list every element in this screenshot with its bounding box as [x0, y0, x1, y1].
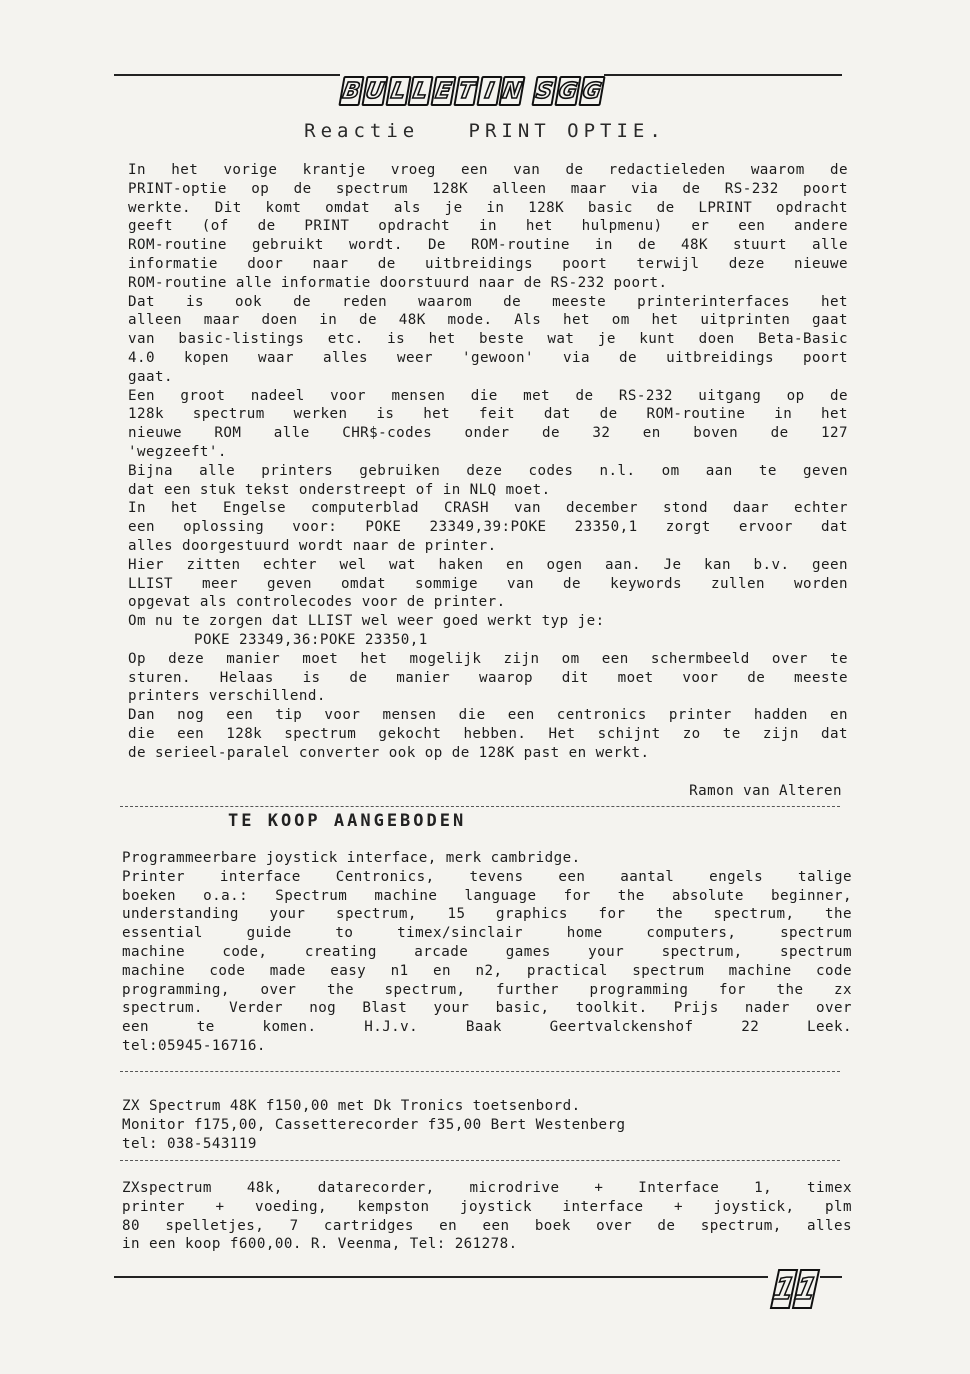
article-line: 'wegzeeft'. [128, 443, 227, 460]
article-line: die een 128k spectrum gekocht hebben. Het schijnt zo te zijn dat [128, 725, 848, 742]
article-line: ROM-routine gebruikt wordt. De ROM-routine in de 48K stuurt alle [128, 237, 848, 254]
ad-line: programming, over the spectrum, further programming for the zx [122, 981, 852, 998]
masthead-letter: G [554, 76, 581, 106]
masthead-letter: E [430, 76, 456, 106]
article-line: Hier zitten echter wel wat haken en ogen aan. Je kan b.v. geen [128, 556, 848, 573]
section-divider [120, 806, 840, 807]
ad-line: Printer interface Centronics, tevens een aantal engels talige [122, 868, 852, 885]
article-line: Dat is ook de reden waarom de meeste printerinterfaces het [128, 293, 848, 310]
ad-line: Monitor f175,00, Cassetterecorder f35,00 Bert Westenberg [122, 1116, 626, 1133]
ad-listing-2 [122, 1097, 852, 1153]
article-line: gaat. [128, 368, 173, 385]
article-line: opgevat als controlecodes voor de printer. [128, 594, 506, 611]
article-line: alleen maar doen in de 48K mode. Als het om het uitprinten gaat [128, 312, 848, 329]
article-line: dat een stuk tekst onderstreept of in NLQ moet. [128, 481, 551, 498]
masthead-letter: N [499, 76, 527, 106]
ad-line: in een koop f600,00. R. Veenma, Tel: 261278. [122, 1236, 518, 1253]
section-divider [120, 1071, 840, 1072]
ad-line: ZX Spectrum 48K f150,00 met Dk Tronics toetsenbord. [122, 1098, 581, 1114]
section-divider [120, 1160, 840, 1161]
ad-line: machine code made easy n1 en n2, practical spectrum machine code [122, 962, 852, 979]
article-signature: Ramon van Alteren [689, 783, 842, 799]
article-line: van basic-listings etc. is het beste wat je kunt doen Beta-Basic [128, 331, 848, 348]
article-line: een oplossing voor: POKE 23349,39:POKE 23350,1 zorgt ervoor dat [128, 519, 848, 536]
footer-rule-right [820, 1276, 842, 1278]
page-number-digit: 1 [770, 1269, 799, 1309]
article-line: In het vorige krantje vroeg een van de redactieleden waarom de [128, 162, 848, 178]
ad-line: printer + voeding, kempston joystick interface + joystick, plm [122, 1198, 852, 1215]
article-line: In het Engelse computerblad CRASH van december stond daar echter [128, 500, 848, 517]
masthead-letter: T [453, 76, 479, 106]
masthead-letter: U [361, 76, 388, 106]
ad-line: een te komen. H.J.v. Baak Geertvalckenshof 22 Leek. [122, 1019, 852, 1036]
ad-line: spectrum. Verder nog Blast your basic, toolkit. Prijs nader over [122, 1000, 852, 1017]
article-line: alles doorgestuurd wordt naar de printer. [128, 537, 497, 554]
article-title: Reactie PRINT OPTIE. [304, 120, 666, 142]
ad-listing-3 [122, 1179, 852, 1254]
article-line: nieuwe ROM alle CHR$-codes onder de 32 en boven de 127 [128, 425, 848, 442]
article-line: 4.0 kopen waar alles weer 'gewoon' via de uitbreidings poort [128, 349, 848, 366]
article-line: geeft (of de PRINT opdracht in het hulpmenu) er een andere [128, 218, 848, 235]
footer-rule-left [114, 1276, 768, 1278]
article-line: PRINT-optie op de spectrum 128K alleen maar via de RS-232 poort [128, 180, 848, 197]
article-line: de serieel-paralel converter ook op de 128K past en werkt. [128, 744, 650, 761]
masthead-letter: L [385, 76, 411, 106]
article-code-line: POKE 23349,36:POKE 23350,1 [194, 631, 428, 648]
article-line: Dan nog een tip voor mensen die een centronics printer hadden en [128, 707, 848, 724]
article-line: ROM-routine alle informatie doorstuurd naar de RS-232 poort. [128, 274, 668, 291]
article-line: printers verschillend. [128, 688, 326, 705]
page-number [769, 1264, 821, 1314]
header-rule-left [114, 74, 340, 76]
article-line: LLIST meer geven omdat sommige van de keywords zullen worden [128, 575, 848, 592]
ad-line: tel:05945-16716. [122, 1037, 266, 1054]
masthead-letter: B [338, 76, 364, 106]
article-line: 128k spectrum werken is het feit dat de ROM-routine in het [128, 406, 848, 423]
masthead-letter: L [408, 76, 434, 106]
masthead-letter: I [476, 76, 502, 106]
section-title: TE KOOP AANGEBODEN [228, 811, 467, 831]
ad-line: essential guide to timex/sinclair home computers, spectrum [122, 925, 852, 942]
page-number-digit: 1 [792, 1269, 821, 1309]
article-line: sturen. Helaas is de manier waarop dit moet voor de meeste [128, 669, 848, 686]
masthead-logo [340, 74, 604, 108]
ad-line: 80 spelletjes, 7 cartridges en een boek over de spectrum, alles [122, 1217, 852, 1234]
masthead-letter: G [578, 76, 605, 106]
ad-line: Programmeerbare joystick interface, merk cambridge. [122, 850, 581, 866]
article-line: Bijna alle printers gebruiken deze codes n.l. om aan te geven [128, 462, 848, 479]
article-line: Op deze manier moet het mogelijk zijn om een schermbeeld over te [128, 650, 848, 667]
article-body [128, 161, 848, 763]
ad-line: machine code, creating arcade games your spectrum, spectrum [122, 943, 852, 960]
ad-line: boeken o.a.: Spectrum machine language for the absolute beginner, [122, 887, 852, 904]
article-line: Om nu te zorgen dat LLIST wel weer goed werkt typ je: [128, 613, 605, 630]
article-line: informatie door naar de uitbreidings poort terwijl deze nieuwe [128, 255, 848, 272]
ad-listing-1 [122, 849, 852, 1056]
masthead-letter: S [531, 76, 557, 106]
ad-line: understanding your spectrum, 15 graphics for the spectrum, the [122, 906, 852, 923]
article-line: werkte. Dit komt omdat als je in 128K basic de LPRINT opdracht [128, 199, 848, 216]
article-line: Een groot nadeel voor mensen die met de RS-232 uitgang op de [128, 387, 848, 404]
header-rule-right [604, 74, 842, 76]
ad-line: ZXspectrum 48k, datarecorder, microdrive + Interface 1, timex [122, 1180, 852, 1196]
ad-line: tel: 038-543119 [122, 1135, 257, 1152]
